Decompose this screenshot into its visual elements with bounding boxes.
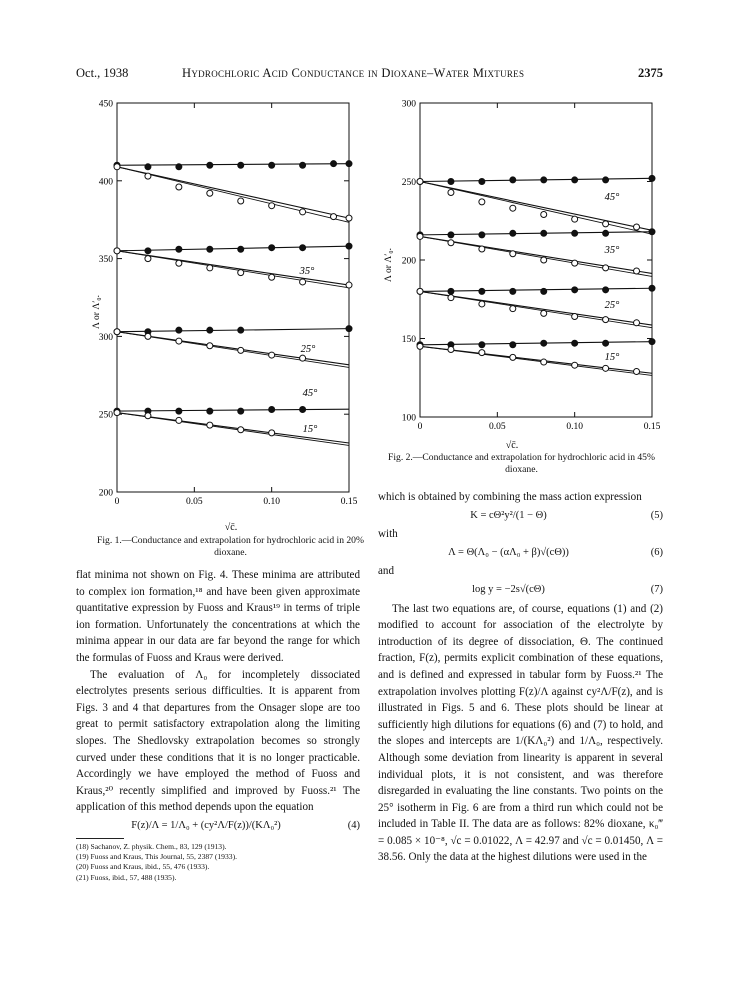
plot-frame <box>420 103 652 417</box>
lambda-point <box>479 199 485 205</box>
right-paragraph-2: The last two equations are, of course, equations (1) and (2) modified to account for association of the electrolyte by introduction of its degree of dissociation, Θ. The continued fraction, F(z), permits explicit combination of these equations, and is defined and expressed in tabular form by Fuoss.²¹ The extrapolation involves plotting F(z)/Λ against cy²Λ/F(z), and is illustrated in Figs. 5 and 6. These plots should be linear at sufficiently high dilutions for equations (6) and (7) to hold, and the slopes and intercepts are 1/(KΛ₀²) and 1/Λ₀, respectively. Although some deviation from linearity is apparent in several individual plots, it is not consistent, and was therefore disregarded in evaluating the line constants. Two points on the 25° isotherm in Fig. 6 are from a third run which could not be included in Table II. The data are as follows: 82% dioxane, κ₀‴ = 0.085 × 10⁻⁸, √c = 0.01022, Λ = 42.97 and √c = 0.01450, Λ = 38.56. Only the data at the highest dilutions were used in the <box>378 602 663 864</box>
right-column <box>378 489 663 866</box>
lambda0-fit-line <box>420 178 652 181</box>
lambda0-point <box>541 230 547 236</box>
lambda-point <box>479 350 485 356</box>
y-tick-label: 300 <box>401 99 416 110</box>
lambda-point <box>541 257 547 263</box>
x-tick-label: 0.15 <box>340 497 358 507</box>
lambda-point <box>417 343 423 349</box>
y-tick-label: 450 <box>98 99 113 110</box>
footnote-21: (21) Fuoss, ibid., 57, 488 (1935). <box>76 872 177 882</box>
lambda0-fit-line <box>420 342 652 345</box>
lambda-point <box>510 306 516 312</box>
limiting-slope-line <box>420 182 652 235</box>
lambda-point <box>448 346 454 352</box>
right-paragraph-1: which is obtained by combining the mass action expression <box>378 491 642 503</box>
y-tick-label: 250 <box>98 410 113 421</box>
page-number: 2375 <box>638 66 663 80</box>
lambda0-point <box>649 339 655 345</box>
lambda-point <box>448 240 454 246</box>
figure-1-caption: Fig. 1.—Conductance and extrapolation for hydrochloric acid in 20% dioxane. <box>97 535 364 558</box>
isotherm-label: 45° <box>604 192 620 203</box>
fig2-ylabel: Λ or Λ′₀. <box>384 248 394 282</box>
isotherm-label: 35° <box>604 245 620 256</box>
y-tick-label: 300 <box>98 332 113 343</box>
lambda0-point <box>541 288 547 294</box>
lambda-point <box>572 314 578 320</box>
equation-4-body: F(z)/Λ = 1/Λ₀ + (cy²Λ/F(z))/(KΛ₀²) <box>131 819 281 831</box>
running-header-title: Hydrochloric Acid Conductance in Dioxane–Water Mixtures <box>182 66 525 80</box>
lambda-point <box>479 246 485 252</box>
lambda0-point <box>541 340 547 346</box>
x-tick-label: 0.10 <box>263 497 280 507</box>
lambda-point <box>541 359 547 365</box>
running-header-date: Oct., 1938 <box>76 66 129 80</box>
lambda-point <box>572 260 578 266</box>
lambda-point <box>603 317 609 323</box>
fig1-xlabel: √c̄. <box>224 522 238 533</box>
lambda0-point <box>603 230 609 236</box>
lambda-point <box>634 320 640 326</box>
lambda0-point <box>572 340 578 346</box>
lambda-point <box>603 265 609 271</box>
limiting-slope-line <box>420 236 652 276</box>
equation-6-body: Λ = Θ(Λ₀ − (αΛ₀ + β)√(cΘ)) <box>448 546 569 558</box>
left-paragraph-2: The evaluation of Λ₀ for incompletely dissociated electrolytes presents serious difficulties. It is apparent from Figs. 3 and 4 that departures from the Onsager slope are too great to permit satisfactory extrapolation along the limiting slopes. The Shedlovsky extrapolation becomes so strongly curved under these conditions that it is no longer practicable. Accordingly we have employed the method of Fuoss and Kraus,²⁰ recently simplified and improved by Fuoss.²¹ The application of this method depends upon the equation <box>76 668 360 814</box>
lambda0-point <box>603 340 609 346</box>
lambda-point <box>634 368 640 374</box>
left-column <box>76 567 360 883</box>
lambda0-point <box>603 287 609 293</box>
equation-5-body: K = cΘ²y²/(1 − Θ) <box>470 509 547 521</box>
x-tick-label: 0.10 <box>566 422 583 432</box>
footnote-18: (18) Sachanov, Z. physik. Chem., 83, 129 (1913). <box>76 841 227 851</box>
lambda-fit-line <box>420 182 652 231</box>
equation-7-number: (7) <box>650 583 663 595</box>
y-tick-label: 350 <box>98 255 113 266</box>
lambda-point <box>479 301 485 307</box>
lambda-point <box>572 362 578 368</box>
lambda-point <box>572 216 578 222</box>
fig2-xlabel: √c̄. <box>505 440 519 451</box>
lambda0-point <box>541 177 547 183</box>
lambda-point <box>603 221 609 227</box>
fig1-ylabel: Λ or Λ′₀. <box>92 295 102 329</box>
equation-5 <box>378 508 663 525</box>
y-tick-label: 150 <box>401 335 416 345</box>
y-tick-label: 100 <box>401 413 416 424</box>
lambda0-point <box>479 288 485 294</box>
lambda0-point <box>510 288 516 294</box>
figure-2-caption: Fig. 2.—Conductance and extrapolation for hydrochloric acid in 45% dioxane. <box>388 452 655 475</box>
lambda-point <box>417 233 423 239</box>
y-tick-label: 200 <box>98 488 113 499</box>
lambda0-point <box>649 175 655 181</box>
isotherm-label: 45° <box>302 388 318 399</box>
footnote-rule <box>76 838 124 839</box>
isotherm-label: 35° <box>299 266 315 277</box>
y-tick-label: 400 <box>98 177 113 188</box>
isotherm-label: 15° <box>604 352 620 363</box>
lambda0-point <box>448 179 454 185</box>
equation-4 <box>76 818 360 835</box>
lambda0-point <box>510 342 516 348</box>
lambda0-point <box>649 285 655 291</box>
lambda-point <box>510 205 516 211</box>
lambda-point <box>541 310 547 316</box>
lambda0-point <box>603 177 609 183</box>
and-text: and <box>378 565 395 578</box>
isotherm-label: 15° <box>302 424 318 435</box>
lambda-point <box>510 251 516 257</box>
lambda-point <box>634 224 640 230</box>
with-text: with <box>378 528 398 541</box>
x-tick-label: 0.05 <box>489 422 506 432</box>
lambda-point <box>448 295 454 301</box>
lambda0-point <box>572 177 578 183</box>
lambda0-point <box>510 230 516 236</box>
x-tick-label: 0 <box>114 497 120 507</box>
lambda0-point <box>479 232 485 238</box>
lambda0-point <box>649 229 655 235</box>
lambda-point <box>448 189 454 195</box>
x-tick-label: 0 <box>417 422 423 432</box>
y-tick-label: 250 <box>401 178 416 188</box>
x-tick-label: 0.15 <box>643 422 661 432</box>
lambda0-fit-line <box>420 232 652 235</box>
footnote-20: (20) Fuoss and Kraus, ibid., 55, 476 (1933). <box>76 862 210 872</box>
lambda-point <box>417 179 423 185</box>
equation-7-body: log y = −2s√(cΘ) <box>472 583 545 595</box>
lambda0-point <box>448 288 454 294</box>
lambda0-point <box>479 342 485 348</box>
equation-6-number: (6) <box>650 546 663 558</box>
lambda0-point <box>572 230 578 236</box>
x-tick-label: 0.05 <box>186 497 203 507</box>
lambda0-point <box>572 287 578 293</box>
lambda-point <box>510 354 516 360</box>
isotherm-label: 25° <box>300 344 316 355</box>
left-paragraph-1: flat minima not shown on Fig. 4. These minima are attributed to complex ion formation,¹⁸ and have been given approximate quantitative expression by Fuoss and Kraus¹⁹ in terms of triple ion formation. Unfortunately the concentrations at which the minima appear in our data are far beyond the range for which the formulas of Fuoss and Kraus were derived. <box>76 569 360 664</box>
lambda0-point <box>448 232 454 238</box>
lambda0-point <box>510 177 516 183</box>
lambda-point <box>541 211 547 217</box>
equation-7 <box>378 582 663 599</box>
lambda-point <box>634 268 640 274</box>
equation-5-number: (5) <box>650 509 663 521</box>
equation-6 <box>378 545 663 562</box>
isotherm-label: 25° <box>604 300 620 311</box>
lambda-point <box>603 365 609 371</box>
y-tick-label: 200 <box>401 256 416 267</box>
lambda0-point <box>479 179 485 185</box>
lambda-point <box>417 288 423 294</box>
footnote-19: (19) Fuoss and Kraus, This Journal, 55, 2387 (1933). <box>76 851 238 861</box>
equation-4-number: (4) <box>347 819 360 831</box>
lambda0-fit-line <box>420 288 652 291</box>
